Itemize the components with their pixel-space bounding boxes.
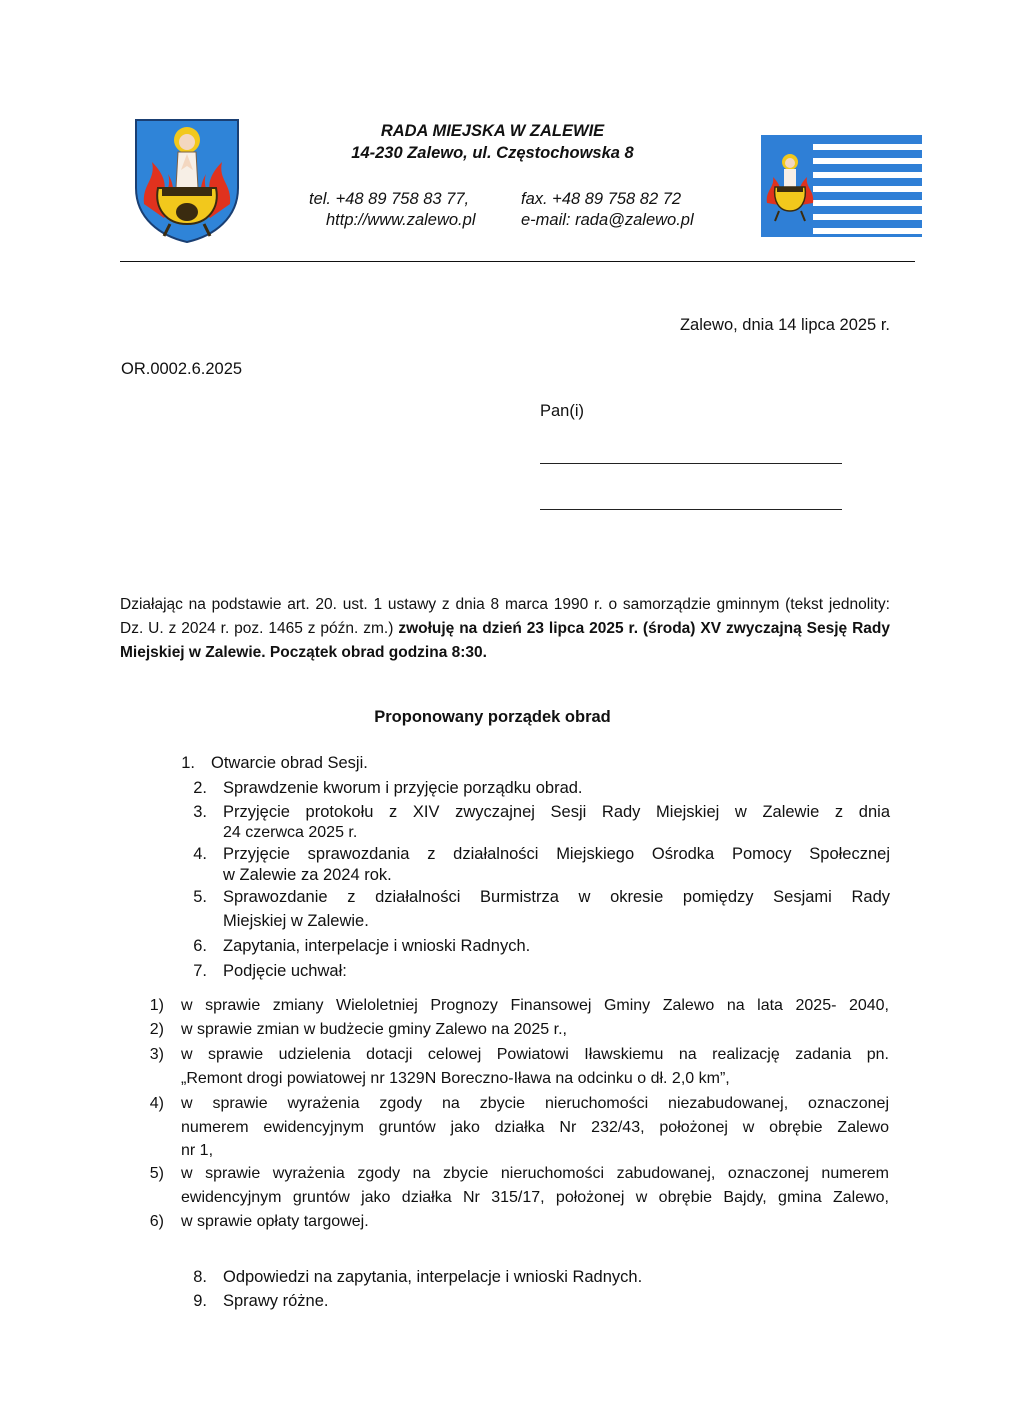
letter-date: Zalewo, dnia 14 lipca 2025 r. [679,316,890,334]
agenda-item-text-cont: Miejskiej w Zalewie. [223,912,369,930]
agenda-item-text-cont: 24 czerwca 2025 r. [223,824,358,841]
agenda-item-number: 4. [193,845,207,863]
agenda-item-text: Zapytania, interpelacje i wnioski Radnych. [223,937,531,955]
agenda-item-number: 5. [193,888,207,906]
header-divider [120,261,915,262]
recipient-label: Pan(i) [540,402,585,420]
agenda-item-text: Sprawozdanie z działalności Burmistrza w okresie pomiędzy Sesjami Rady [223,888,890,906]
resolution-number: 1) [149,997,164,1014]
resolution-text: w sprawie opłaty targowej. [181,1213,369,1230]
fax-number: fax. +48 89 758 82 72 [521,190,682,208]
resolution-item [120,1210,890,1233]
agenda-item-number: 1. [181,754,195,772]
resolution-text: w sprawie wyrażenia zgody na zbycie nieruchomości zabudowanej, oznaczonej numerem [181,1165,889,1182]
resolution-number: 6) [149,1213,164,1230]
agenda-item-text: Sprawdzenie kworum i przyjęcie porządku obrad. [223,779,583,797]
recipient-line-1 [540,463,842,464]
resolution-text-cont: ewidencyjnym gruntów jako działka Nr 315/17, położonej w obrębie Bajdy, gmina Zalewo, [181,1189,889,1206]
resolution-text-cont: „Remont drogi powiatowej nr 1329N Boreczno-Iława na odcinku o dł. 2,0 km”, [181,1070,730,1087]
intro-paragraph [120,593,890,665]
resolution-item [120,1092,890,1162]
recipient-line-2 [540,509,842,510]
resolution-text-cont: nr 1, [181,1142,214,1159]
resolution-text: w sprawie udzielenia dotacji celowej Powiatowi Iławskiemu na realizację zadania pn. [181,1046,889,1063]
agenda-item-number: 6. [193,937,207,955]
municipal-flag [761,135,922,237]
agenda-item-text: Przyjęcie sprawozdania z działalności Miejskiego Ośrodka Pomocy Społecznej [223,845,890,863]
agenda-item-text: Otwarcie obrad Sesji. [211,754,368,772]
resolution-number: 4) [149,1095,164,1112]
org-name: RADA MIEJSKA W ZALEWIE [380,122,605,140]
resolution-number: 3) [149,1046,164,1063]
phone-number: tel. +48 89 758 83 77, [309,190,470,208]
resolution-number: 2) [149,1021,164,1038]
resolution-number: 5) [149,1165,164,1182]
resolution-item [120,994,890,1017]
agenda-item-number: 9. [193,1292,207,1310]
resolution-text: w sprawie wyrażenia zgody na zbycie nieruchomości niezabudowanej, oznaczonej [181,1095,889,1112]
resolution-text: w sprawie zmiany Wieloletniej Prognozy Finansowej Gminy Zalewo na lata 2025- 2040, [181,997,889,1014]
agenda-title: Proponowany porządek obrad [374,708,611,726]
website-link[interactable]: http://www.zalewo.pl [326,211,476,229]
intro-bold-text: zwołuję na dzień 23 lipca 2025 r. (środa) XV zwyczajną Sesję Rady Miejskiej w Zalewie. Początek obrad godzina 8:30. [120,620,890,661]
resolution-text-cont: numerem ewidencyjnym gruntów jako działka Nr 232/43, położonej w obrębie Zalewo [181,1119,889,1136]
agenda-item-text: Przyjęcie protokołu z XIV zwyczajnej Sesji Rady Miejskiej w Zalewie z dnia [223,803,890,821]
resolution-item [120,1043,890,1089]
agenda-item-text: Podjęcie uchwał: [223,962,347,980]
coat-of-arms-emblem [134,118,240,244]
resolution-item [120,1018,890,1041]
agenda-item-text: Sprawy różne. [223,1292,329,1310]
intro-text: Działając na podstawie art. 20. ust. 1 ustawy z dnia 8 marca 1990 r. o samorządzie gminnym (tekst jednolity: Dz. U. z 2024 r. poz. 1465 z późn. zm.) [120,596,890,637]
agenda-item-number: 8. [193,1268,207,1286]
agenda-item-number: 7. [193,962,207,980]
agenda-item-text-cont: w Zalewie za 2024 rok. [223,866,392,884]
resolution-item [120,1162,890,1208]
agenda-item-number: 3. [193,803,207,821]
agenda-item-text: Odpowiedzi na zapytania, interpelacje i wnioski Radnych. [223,1268,643,1286]
email-link[interactable]: e-mail: rada@zalewo.pl [521,211,694,229]
agenda-item-number: 2. [193,779,207,797]
org-address: 14-230 Zalewo, ul. Częstochowska 8 [351,144,634,162]
resolution-text: w sprawie zmian w budżecie gminy Zalewo na 2025 r., [181,1021,567,1038]
reference-number: OR.0002.6.2025 [121,360,243,378]
